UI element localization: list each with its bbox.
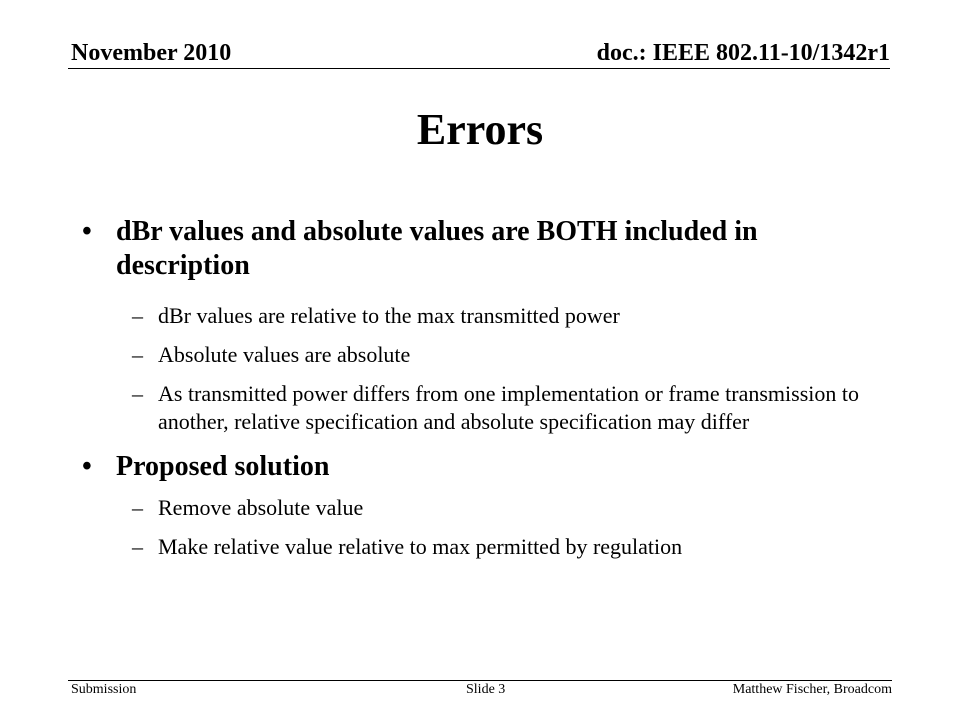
header-doc-id: doc.: IEEE 802.11-10/1342r1 — [596, 40, 890, 66]
sub-bullet-text: Make relative value relative to max permitted by regulation — [158, 534, 683, 559]
header-date: November 2010 — [71, 40, 232, 66]
slide-content — [82, 215, 882, 572]
bullet-text: dBr values and absolute values are BOTH included in description — [116, 216, 758, 281]
bullet-marker: • — [82, 451, 92, 482]
sub-bullet-marker: – — [132, 303, 143, 328]
sub-bullet-item — [82, 341, 882, 369]
slide-title: Errors — [416, 105, 544, 154]
sub-bullet-item — [82, 302, 882, 330]
sub-bullet-text: As transmitted power differs from one implementation or frame transmission to another, relative specification and absolute specification may differ — [158, 381, 859, 434]
sub-bullet-item — [82, 380, 882, 436]
sub-bullet-text: dBr values are relative to the max transmitted power — [158, 303, 620, 328]
bullet-marker: • — [82, 216, 92, 247]
sub-bullet-marker: – — [132, 381, 143, 406]
sub-bullet-item — [82, 494, 882, 522]
header-divider — [68, 68, 890, 69]
sub-bullet-marker: – — [132, 495, 143, 520]
bullet-text: Proposed solution — [116, 451, 330, 482]
sub-bullet-marker: – — [132, 342, 143, 367]
sub-bullet-item — [82, 533, 882, 561]
sub-bullet-text: Remove absolute value — [158, 495, 364, 520]
bullet-item — [82, 215, 882, 283]
sub-bullet-marker: – — [132, 534, 143, 559]
footer-submission: Submission — [71, 682, 137, 697]
footer-slide-number: Slide 3 — [466, 682, 506, 697]
sub-bullet-text: Absolute values are absolute — [158, 342, 411, 367]
bullet-item — [82, 450, 882, 484]
footer-author: Matthew Fischer, Broadcom — [732, 682, 892, 697]
